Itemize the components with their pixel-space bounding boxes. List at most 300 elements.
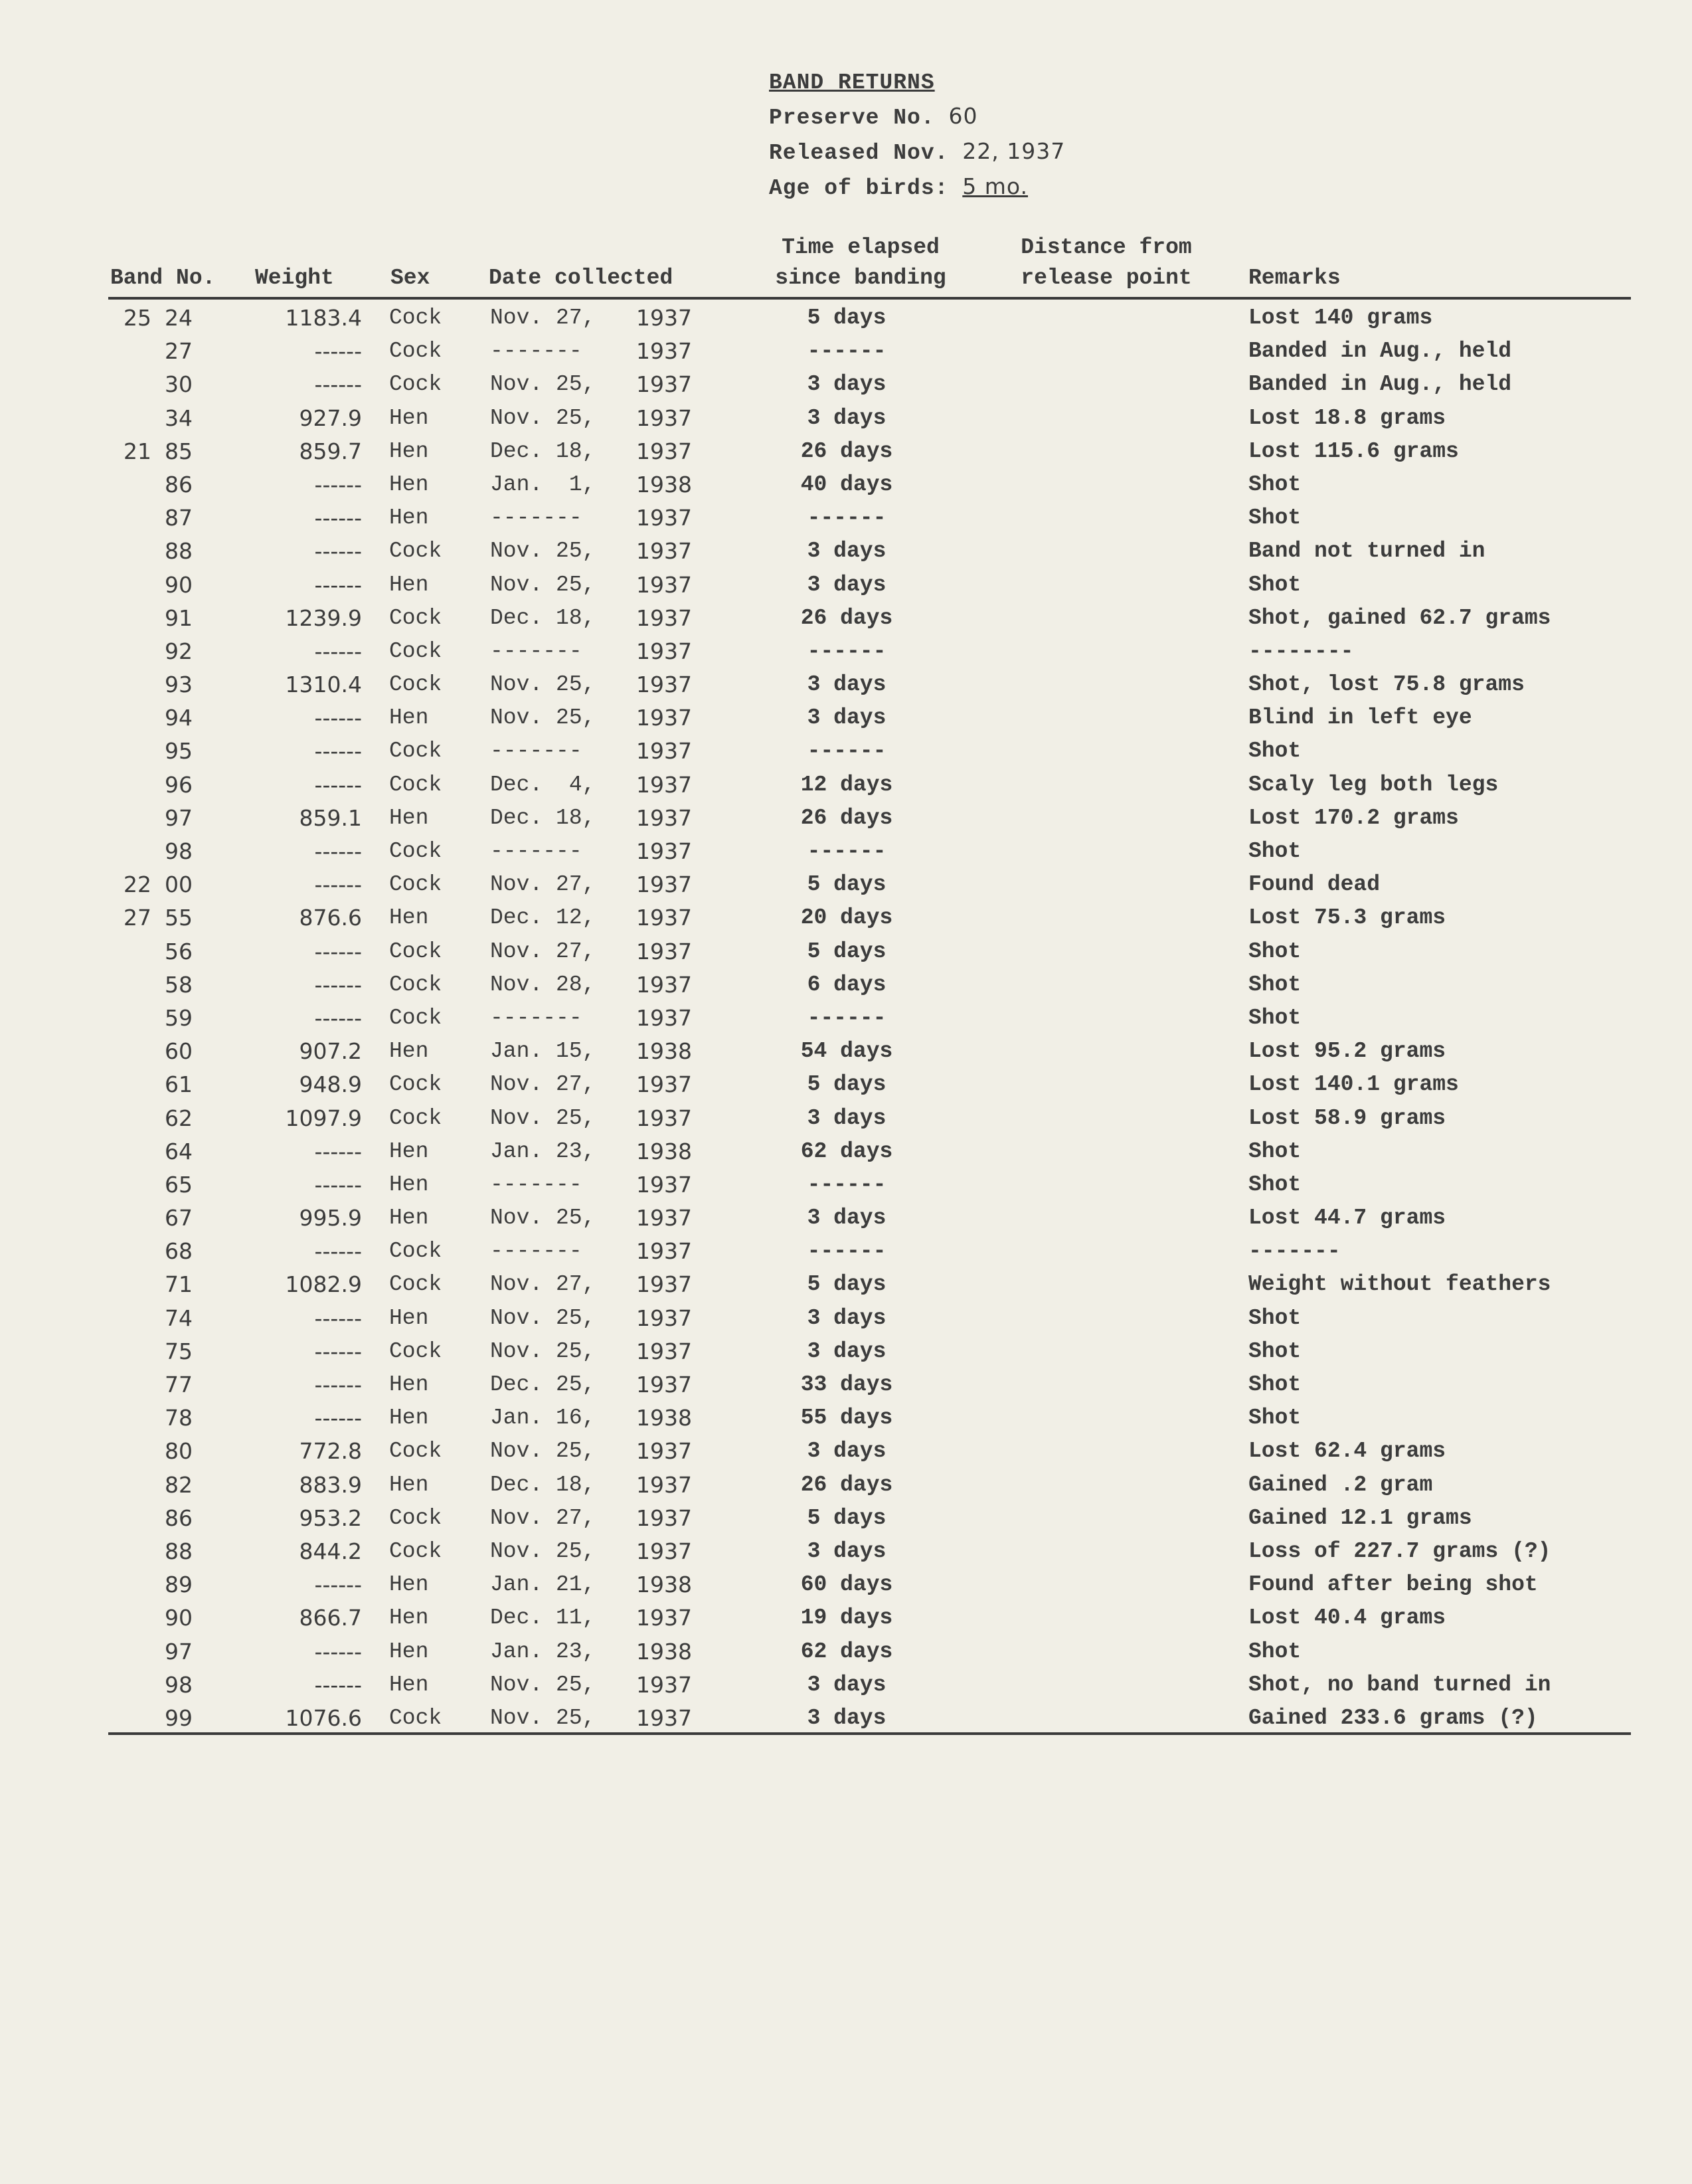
time-elapsed-cell: 5 days — [807, 939, 887, 964]
weight-cell: 1097.9 — [285, 1105, 362, 1131]
time-elapsed-cell: 5 days — [807, 306, 887, 330]
sex-cell: Cock — [389, 638, 442, 664]
table-row — [0, 1568, 1692, 1601]
sex-cell: Hen — [389, 1305, 429, 1330]
table-row — [0, 335, 1692, 368]
table-row — [0, 302, 1692, 335]
date-cell: Nov. 25, — [490, 1538, 596, 1564]
date-cell: Nov. 25, — [490, 405, 596, 430]
table-row — [0, 1035, 1692, 1068]
weight-cell: ------ — [314, 1171, 362, 1198]
table-row — [0, 935, 1692, 968]
band-number: 82 — [165, 1471, 193, 1498]
time-elapsed-cell: 26 days — [800, 438, 893, 464]
sex-cell: Hen — [389, 905, 429, 931]
band-number: 75 — [165, 1338, 193, 1364]
sex-cell: Cock — [389, 605, 442, 630]
sex-cell: Hen — [389, 1639, 429, 1664]
sex-cell: Cock — [389, 372, 442, 397]
year-cell: 1937 — [636, 738, 692, 765]
year-cell: 1937 — [636, 938, 692, 964]
sex-cell: Cock — [389, 339, 442, 364]
time-elapsed-cell: 5 days — [807, 872, 887, 897]
weight-cell: ------ — [314, 1338, 362, 1364]
weight-cell: 1310.4 — [285, 672, 362, 698]
remarks-cell: Shot — [1248, 1005, 1302, 1030]
year-cell: 1937 — [636, 971, 692, 998]
table-row — [0, 701, 1692, 735]
time-elapsed-cell: 3 days — [807, 1439, 887, 1464]
year-cell: 1937 — [636, 1171, 692, 1198]
year-cell: 1937 — [636, 638, 692, 664]
weight-cell: ------ — [314, 1372, 362, 1398]
band-number: 00 — [165, 871, 193, 898]
band-prefix: 25 — [124, 305, 151, 331]
band-number: 89 — [165, 1572, 193, 1598]
year-cell: 1937 — [636, 1538, 692, 1564]
table-row — [0, 501, 1692, 535]
weight-cell: 1239.9 — [285, 604, 362, 631]
band-number: 67 — [165, 1205, 193, 1231]
band-number: 68 — [165, 1238, 193, 1265]
date-cell: Nov. 25, — [490, 1672, 596, 1697]
date-cell: ------- — [490, 339, 582, 364]
weight-cell: ------ — [314, 371, 362, 398]
table-row — [0, 901, 1692, 935]
weight-cell: ------ — [314, 471, 362, 498]
band-number: 98 — [165, 1671, 193, 1698]
table-row — [0, 868, 1692, 901]
time-elapsed-cell: 62 days — [800, 1639, 893, 1664]
date-cell: Dec. 11, — [490, 1605, 596, 1631]
col-header-distance — [993, 232, 1219, 294]
weight-cell: ------ — [314, 1138, 362, 1164]
band-number: 85 — [165, 438, 193, 464]
time-elapsed-cell: 5 days — [807, 1505, 887, 1530]
year-cell: 1937 — [636, 571, 692, 598]
col-header-distance-line2: release point — [1021, 266, 1192, 290]
date-cell: Jan. 1, — [490, 472, 596, 497]
sex-cell: Cock — [389, 539, 442, 564]
col-header-distance-line1: Distance from — [1021, 235, 1192, 260]
table-row — [0, 402, 1692, 435]
time-elapsed-cell: 55 days — [800, 1406, 893, 1431]
band-number: 61 — [165, 1071, 193, 1098]
year-cell: 1937 — [636, 1372, 692, 1398]
table-row — [0, 735, 1692, 768]
year-cell: 1937 — [636, 1238, 692, 1265]
remarks-cell: ------- — [1248, 1239, 1341, 1264]
table-row — [0, 1235, 1692, 1268]
table-row — [0, 1002, 1692, 1035]
date-cell: Nov. 25, — [490, 572, 596, 597]
col-header-time-elapsed-line2: since banding — [775, 266, 946, 290]
time-elapsed-cell: 3 days — [807, 572, 887, 597]
weight-cell: ------ — [314, 338, 362, 365]
year-cell: 1938 — [636, 1572, 692, 1598]
remarks-cell: Gained .2 gram — [1248, 1472, 1433, 1497]
remarks-cell: Band not turned in — [1248, 539, 1485, 564]
date-cell: Dec. 18, — [490, 805, 596, 830]
time-elapsed-cell: 20 days — [800, 905, 893, 931]
band-prefix: 27 — [124, 905, 151, 931]
date-cell: Nov. 25, — [490, 1105, 596, 1131]
remarks-cell: Lost 140.1 grams — [1248, 1072, 1459, 1097]
remarks-cell: Shot — [1248, 505, 1302, 531]
remarks-cell: Lost 58.9 grams — [1248, 1105, 1446, 1131]
date-cell: ------- — [490, 1172, 582, 1197]
year-cell: 1937 — [636, 305, 692, 331]
band-number: 92 — [165, 638, 193, 664]
remarks-cell: Loss of 227.7 grams (?) — [1248, 1538, 1551, 1564]
band-number: 58 — [165, 971, 193, 998]
remarks-cell: Lost 44.7 grams — [1248, 1206, 1446, 1231]
date-cell: Nov. 27, — [490, 1072, 596, 1097]
year-cell: 1937 — [636, 1205, 692, 1231]
time-elapsed-cell: 3 days — [807, 1206, 887, 1231]
year-cell: 1938 — [636, 471, 692, 498]
weight-cell: 876.6 — [299, 905, 362, 931]
weight-cell: ------ — [314, 638, 362, 664]
sex-cell: Cock — [389, 839, 442, 864]
year-cell: 1937 — [636, 1504, 692, 1531]
time-elapsed-cell: 3 days — [807, 539, 887, 564]
band-number: 88 — [165, 1538, 193, 1564]
weight-cell: ------ — [314, 538, 362, 565]
time-elapsed-cell: 3 days — [807, 705, 887, 731]
table-row — [0, 1702, 1692, 1735]
col-header-time-elapsed — [748, 232, 973, 294]
weight-cell: ------ — [314, 705, 362, 731]
time-elapsed-cell: 40 days — [800, 472, 893, 497]
remarks-cell: Shot, gained 62.7 grams — [1248, 605, 1551, 630]
weight-cell: 883.9 — [299, 1471, 362, 1498]
remarks-cell: Shot — [1248, 1639, 1302, 1664]
sex-cell: Hen — [389, 438, 429, 464]
time-elapsed-cell: ------ — [807, 1239, 887, 1264]
time-elapsed-cell: 60 days — [800, 1572, 893, 1597]
time-elapsed-cell: 62 days — [800, 1138, 893, 1164]
time-elapsed-cell: 5 days — [807, 1272, 887, 1297]
table-row — [0, 1435, 1692, 1468]
year-cell: 1938 — [636, 1038, 692, 1065]
remarks-cell: Shot — [1248, 839, 1302, 864]
remarks-cell: Blind in left eye — [1248, 705, 1472, 731]
remarks-cell: Shot — [1248, 572, 1302, 597]
preserve-number: 60 — [948, 103, 978, 129]
band-number: 96 — [165, 771, 193, 798]
time-elapsed-cell: 5 days — [807, 1072, 887, 1097]
weight-cell: ------ — [314, 1238, 362, 1265]
weight-cell: ------ — [314, 1572, 362, 1598]
sex-cell: Cock — [389, 1005, 442, 1030]
table-row — [0, 1135, 1692, 1168]
date-cell: Jan. 16, — [490, 1406, 596, 1431]
band-number: 34 — [165, 405, 193, 431]
remarks-cell: Shot — [1248, 1338, 1302, 1364]
year-cell: 1937 — [636, 771, 692, 798]
year-cell: 1937 — [636, 1471, 692, 1498]
weight-cell: ------ — [314, 1638, 362, 1665]
table-row — [0, 368, 1692, 401]
table-row — [0, 1302, 1692, 1335]
remarks-cell: Scaly leg both legs — [1248, 772, 1499, 797]
band-number: 93 — [165, 672, 193, 698]
band-number: 71 — [165, 1271, 193, 1298]
date-cell: Dec. 18, — [490, 605, 596, 630]
weight-cell: 844.2 — [299, 1538, 362, 1564]
date-cell: Jan. 23, — [490, 1639, 596, 1664]
sex-cell: Hen — [389, 1672, 429, 1697]
weight-cell: ------ — [314, 1671, 362, 1698]
band-returns-table — [0, 302, 1692, 1735]
table-row — [0, 1669, 1692, 1702]
sex-cell: Cock — [389, 972, 442, 997]
date-cell: Nov. 25, — [490, 1206, 596, 1231]
remarks-cell: Shot, no band turned in — [1248, 1672, 1551, 1697]
table-row — [0, 1068, 1692, 1101]
remarks-cell: Weight without feathers — [1248, 1272, 1551, 1297]
year-cell: 1937 — [636, 804, 692, 831]
weight-cell: ------ — [314, 1305, 362, 1331]
table-row — [0, 1368, 1692, 1402]
table-row — [0, 635, 1692, 668]
sex-cell: Hen — [389, 472, 429, 497]
table-row — [0, 435, 1692, 468]
date-cell: Nov. 28, — [490, 972, 596, 997]
year-cell: 1937 — [636, 538, 692, 565]
time-elapsed-cell: 26 days — [800, 805, 893, 830]
released-label: Released Nov. — [769, 141, 949, 165]
weight-cell: 1082.9 — [285, 1271, 362, 1298]
band-number: 94 — [165, 705, 193, 731]
date-cell: Nov. 25, — [490, 1338, 596, 1364]
band-number: 88 — [165, 538, 193, 565]
remarks-cell: Lost 95.2 grams — [1248, 1039, 1446, 1064]
band-number: 78 — [165, 1405, 193, 1431]
table-row — [0, 769, 1692, 802]
remarks-cell: Gained 12.1 grams — [1248, 1505, 1472, 1530]
weight-cell: 907.2 — [299, 1038, 362, 1065]
band-number: 30 — [165, 371, 193, 398]
weight-cell: ------ — [314, 971, 362, 998]
remarks-cell: Found dead — [1248, 872, 1381, 897]
date-cell: Nov. 25, — [490, 1705, 596, 1730]
band-number: 74 — [165, 1305, 193, 1331]
remarks-cell: Shot — [1248, 939, 1302, 964]
weight-cell: 1183.4 — [285, 305, 362, 331]
weight-cell: 948.9 — [299, 1071, 362, 1098]
time-elapsed-cell: ------ — [807, 1172, 887, 1197]
time-elapsed-cell: 26 days — [800, 605, 893, 630]
date-cell: Dec. 4, — [490, 772, 596, 797]
remarks-cell: Lost 75.3 grams — [1248, 905, 1446, 931]
table-row — [0, 535, 1692, 568]
date-cell: ------- — [490, 839, 582, 864]
remarks-cell: Banded in Aug., held — [1248, 339, 1512, 364]
sex-cell: Cock — [389, 772, 442, 797]
sex-cell: Cock — [389, 1538, 442, 1564]
date-cell: Nov. 25, — [490, 1305, 596, 1330]
date-cell: Nov. 25, — [490, 1439, 596, 1464]
band-number: 90 — [165, 1605, 193, 1631]
year-cell: 1937 — [636, 1704, 692, 1731]
date-cell: Nov. 27, — [490, 1272, 596, 1297]
sex-cell: Hen — [389, 1572, 429, 1597]
time-elapsed-cell: 3 days — [807, 372, 887, 397]
table-row — [0, 1469, 1692, 1502]
sex-cell: Cock — [389, 939, 442, 964]
table-row — [0, 569, 1692, 602]
year-cell: 1937 — [636, 1338, 692, 1364]
weight-cell: 927.9 — [299, 405, 362, 431]
table-row — [0, 1535, 1692, 1568]
band-number: 64 — [165, 1138, 193, 1164]
weight-cell: ------ — [314, 871, 362, 898]
sex-cell: Hen — [389, 1406, 429, 1431]
date-cell: Jan. 15, — [490, 1039, 596, 1064]
band-number: 91 — [165, 604, 193, 631]
remarks-cell: Shot — [1248, 1406, 1302, 1431]
table-row — [0, 835, 1692, 868]
table-row — [0, 802, 1692, 835]
table-row — [0, 668, 1692, 701]
sex-cell: Cock — [389, 1239, 442, 1264]
sex-cell: Cock — [389, 1705, 442, 1730]
year-cell: 1937 — [636, 1004, 692, 1031]
remarks-cell: Shot — [1248, 1372, 1302, 1397]
date-cell: Dec. 18, — [490, 438, 596, 464]
weight-cell: ------ — [314, 1405, 362, 1431]
band-number: 80 — [165, 1438, 193, 1465]
sex-cell: Hen — [389, 1138, 429, 1164]
date-cell: Nov. 27, — [490, 1505, 596, 1530]
table-row — [0, 1402, 1692, 1435]
age-value: 5 mo. — [962, 173, 1028, 199]
date-cell: Jan. 23, — [490, 1138, 596, 1164]
remarks-cell: Shot, lost 75.8 grams — [1248, 672, 1525, 697]
sex-cell: Hen — [389, 1172, 429, 1197]
time-elapsed-cell: 3 days — [807, 1338, 887, 1364]
time-elapsed-cell: 3 days — [807, 1305, 887, 1330]
time-elapsed-cell: 12 days — [800, 772, 893, 797]
year-cell: 1938 — [636, 1405, 692, 1431]
band-number: 60 — [165, 1038, 193, 1065]
time-elapsed-cell: 3 days — [807, 672, 887, 697]
band-number: 98 — [165, 838, 193, 864]
weight-cell: 953.2 — [299, 1504, 362, 1531]
date-cell: Dec. 18, — [490, 1472, 596, 1497]
time-elapsed-cell: 3 days — [807, 405, 887, 430]
footer-rule — [108, 1732, 1631, 1735]
year-cell: 1938 — [636, 1138, 692, 1164]
band-prefix: 21 — [124, 438, 151, 464]
table-row — [0, 602, 1692, 635]
remarks-cell: Lost 18.8 grams — [1248, 405, 1446, 430]
age-label: Age of birds: — [769, 176, 949, 201]
table-row — [0, 1202, 1692, 1235]
col-header-weight: Weight — [255, 266, 334, 290]
remarks-cell: Lost 140 grams — [1248, 306, 1433, 330]
sex-cell: Cock — [389, 1505, 442, 1530]
year-cell: 1937 — [636, 1271, 692, 1298]
band-number: 99 — [165, 1704, 193, 1731]
remarks-cell: Shot — [1248, 1172, 1302, 1197]
remarks-cell: Lost 62.4 grams — [1248, 1439, 1446, 1464]
weight-cell: ------ — [314, 1004, 362, 1031]
remarks-cell: Lost 115.6 grams — [1248, 438, 1459, 464]
sex-cell: Cock — [389, 872, 442, 897]
sex-cell: Cock — [389, 1072, 442, 1097]
band-number: 55 — [165, 905, 193, 931]
date-cell: Nov. 25, — [490, 539, 596, 564]
released-date: 22, 1937 — [962, 138, 1066, 164]
year-cell: 1937 — [636, 604, 692, 631]
year-cell: 1937 — [636, 1105, 692, 1131]
time-elapsed-cell: 19 days — [800, 1605, 893, 1631]
band-number: 90 — [165, 571, 193, 598]
time-elapsed-cell: ------ — [807, 739, 887, 764]
weight-cell: 1076.6 — [285, 1704, 362, 1731]
remarks-cell: Shot — [1248, 972, 1302, 997]
band-number: 86 — [165, 471, 193, 498]
band-number: 65 — [165, 1171, 193, 1198]
band-number: 97 — [165, 804, 193, 831]
header-rule — [108, 297, 1631, 300]
date-cell: Nov. 27, — [490, 306, 596, 330]
year-cell: 1937 — [636, 1305, 692, 1331]
year-cell: 1937 — [636, 505, 692, 531]
date-cell: Nov. 25, — [490, 672, 596, 697]
remarks-cell: Lost 40.4 grams — [1248, 1605, 1446, 1631]
time-elapsed-cell: 33 days — [800, 1372, 893, 1397]
time-elapsed-cell: ------ — [807, 839, 887, 864]
sex-cell: Hen — [389, 705, 429, 731]
col-header-sex: Sex — [390, 266, 430, 290]
sex-cell: Cock — [389, 1105, 442, 1131]
year-cell: 1937 — [636, 1671, 692, 1698]
date-cell: Nov. 25, — [490, 705, 596, 731]
band-number: 95 — [165, 738, 193, 765]
remarks-cell: Shot — [1248, 1138, 1302, 1164]
time-elapsed-cell: 6 days — [807, 972, 887, 997]
date-cell: Nov. 25, — [490, 372, 596, 397]
sex-cell: Cock — [389, 672, 442, 697]
date-cell: Dec. 25, — [490, 1372, 596, 1397]
band-prefix: 22 — [124, 871, 151, 898]
year-cell: 1937 — [636, 905, 692, 931]
sex-cell: Cock — [389, 1439, 442, 1464]
year-cell: 1937 — [636, 405, 692, 431]
weight-cell: 859.1 — [299, 804, 362, 831]
date-cell: Jan. 21, — [490, 1572, 596, 1597]
sex-cell: Hen — [389, 1206, 429, 1231]
time-elapsed-cell: ------ — [807, 638, 887, 664]
sex-cell: Hen — [389, 405, 429, 430]
table-row — [0, 1635, 1692, 1669]
year-cell: 1938 — [636, 1638, 692, 1665]
time-elapsed-cell: ------ — [807, 339, 887, 364]
band-number: 59 — [165, 1004, 193, 1031]
table-row — [0, 1335, 1692, 1368]
year-cell: 1937 — [636, 1605, 692, 1631]
band-number: 27 — [165, 338, 193, 365]
remarks-cell: Banded in Aug., held — [1248, 372, 1512, 397]
weight-cell: ------ — [314, 771, 362, 798]
weight-cell: 859.7 — [299, 438, 362, 464]
remarks-cell: Shot — [1248, 472, 1302, 497]
weight-cell: 772.8 — [299, 1438, 362, 1465]
